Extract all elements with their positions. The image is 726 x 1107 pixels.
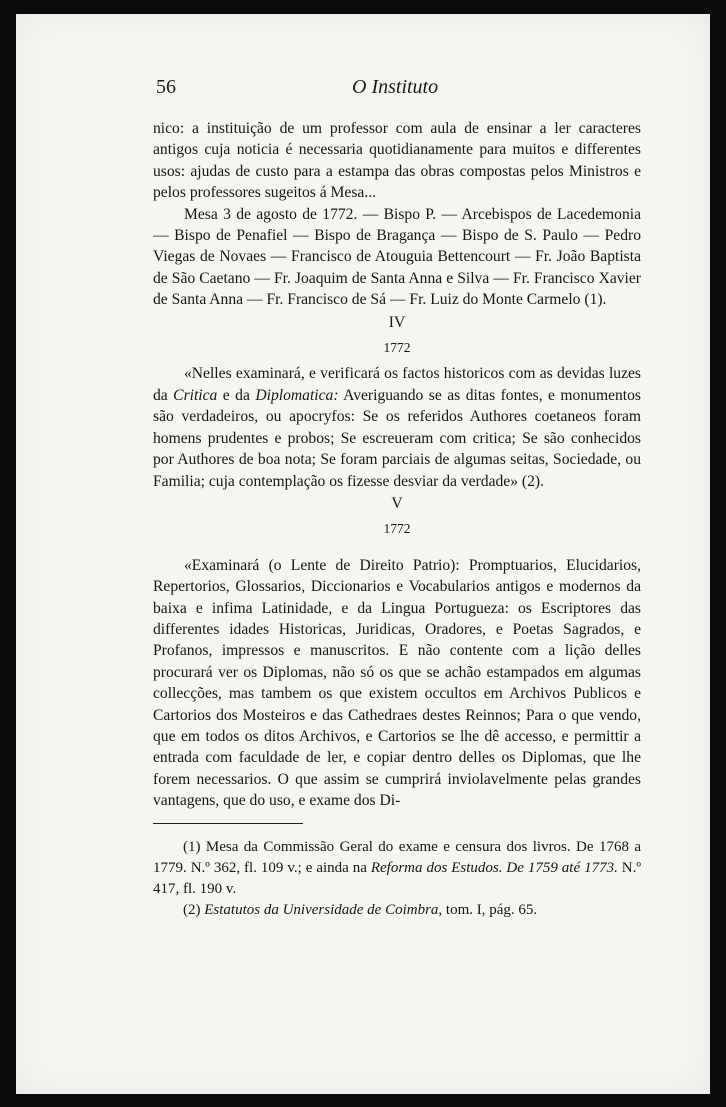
page-number: 56 [156, 76, 176, 98]
footnote-ref-2: (2). [521, 472, 545, 490]
section-heading-iv: IV [388, 313, 406, 331]
paragraph-quote-direito-patrio: «Examinará (o Lente de Direito Patrio): Promptuarios, Elucidarios, Repertorios, Glossarios, Diccionarios e Vocabularios antigos e modernos da baixa e infima Latinidade, e da Lingua Portugueza: os Escriptores das differentes idades Historicas, Juridicas, Oradores, e Poetas Sagrados, e Profanos, impressos e manuscritos. E não contente com a lição delles procurará ver os Diplomas, não só os que se achão estampados em algumas collecções, mas tambem os que existem occultos em Archivos Publicos e Cartorios dos Mosteiros e das Cathedraes destes Reinnos; Para o que vendo, que em todos os ditos Archivos, e Cartorios se lhe dê accesso, e permittir a entrada com faculdade de ler, e copiar dentro delles os Diplomas, que lhe forem necessarios. O que assim se cumprirá inviolavelmente pelas grandes vantagens, que do uso, e exame dos Di- [153, 556, 641, 810]
footnote-2: (2) Estatutos da Universidade de Coimbra, tom. I, pág. 65. [183, 901, 538, 918]
paragraph-continuation: nico: a instituição de um professor com aula de ensinar a ler caracteres antigos cuja noticia é necessaria quotidianamente para muitos e differentes usos: ajudas de custo para a estampa das obras compostas pelos Ministros e pelos professores sugeitos á Mesa... [153, 120, 641, 202]
book-page [16, 14, 710, 1094]
running-title: O Instituto [352, 76, 439, 98]
footnotes [153, 837, 641, 921]
section-year-v: 1772 [383, 521, 411, 537]
footnote-1: (1) Mesa da Commissão Geral do exame e censura dos livros. De 1768 a 1779. N.º 362, fl. 109 v.; e ainda na Reforma dos Estudos. De 1759 até 1773. N.º 417, fl. 190 v. [153, 838, 642, 897]
footnote-ref-1: (1). [584, 291, 607, 309]
page-body [153, 118, 641, 921]
section-heading-v: V [391, 494, 403, 512]
section-year-iv: 1772 [383, 340, 411, 356]
paragraph-signatures: Mesa 3 de agosto de 1772. — Bispo P. — Arcebispos de Lacedemonia — Bispo de Penafiel — Bispo de Bragança — Bispo de S. Paulo — Pedro Viegas de Novaes — Francisco de Atouguia Bettencourt — Fr. João Baptista de São Caetano — Fr. Joaquim de Santa Anna e Silva — Fr. Francisco Xavier de Santa Anna — Fr. Francisco de Sá — Fr. Luiz do Monte Carmelo (1). [153, 205, 641, 309]
page-header [156, 76, 636, 106]
footnote-separator [153, 823, 303, 824]
paragraph-quote-critica: «Nelles examinará, e verificará os factos historicos com as devidas luzes da Critica e da Diplomatica: Averiguando se as ditas fontes, e monumentos são verdadeiros, ou apocryfos: Se os referidos Authores coetaneos foram homens prudentes e probos; Se escreueram com critica; Se são conhecidos por Authores de boa nota; Se foram parciais de algumas seitas, Sociedade, ou Familia; cuja contemplação os fizesse desviar da verdade» (2). [153, 365, 641, 490]
